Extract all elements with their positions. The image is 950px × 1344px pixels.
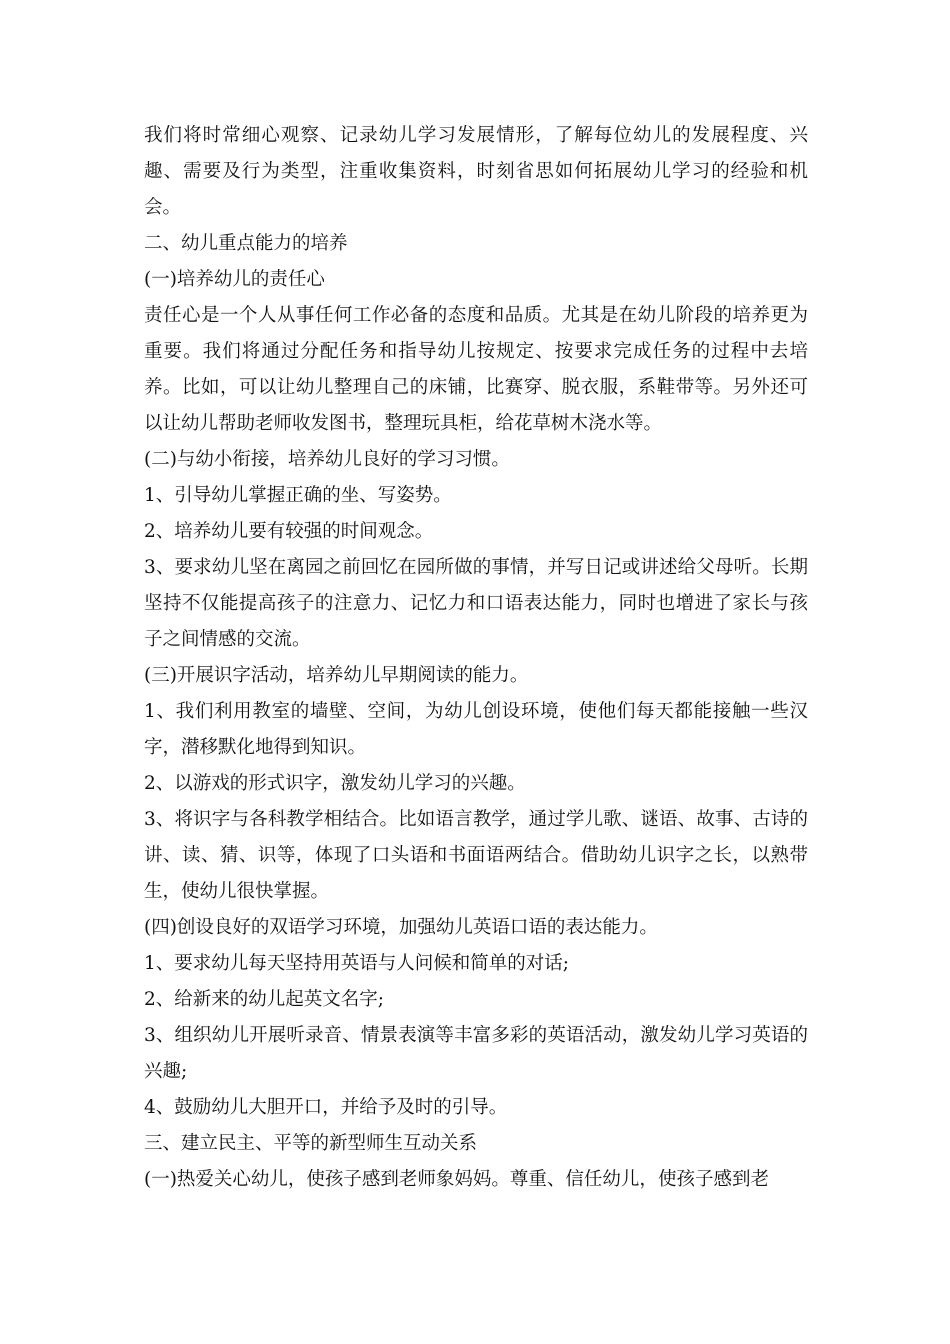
subheading-responsibility: (一)培养幼儿的责任心 <box>144 269 325 290</box>
list-item: 2、培养幼儿要有较强的时间观念。 <box>144 521 434 542</box>
section-heading-3: 三、建立民主、平等的新型师生互动关系 <box>144 1133 478 1154</box>
paragraph-responsibility: 责任心是一个人从事任何工作必备的态度和品质。尤其是在幼儿阶段的培养更为重要。我们将通过分配任务和指导幼儿按规定、按要求完成任务的过程中去培养。比如，可以让幼儿整理自己的床铺，比赛穿、脱衣服，系鞋带等。另外还可以让幼儿帮助老师收发图书，整理玩具柜，给花草树木浇水等。 <box>144 305 808 434</box>
subheading-bilingual: (四)创设良好的双语学习环境，加强幼儿英语口语的表达能力。 <box>144 917 658 938</box>
paragraph-observation: 我们将时常细心观察、记录幼儿学习发展情形，了解每位幼儿的发展程度、兴趣、需要及行为类型，注重收集资料，时刻省思如何拓展幼儿学习的经验和机会。 <box>144 125 808 218</box>
list-item: 1、要求幼儿每天坚持用英语与人问候和简单的对话; <box>144 953 570 974</box>
document-body <box>144 118 808 1198</box>
list-item: 3、要求幼儿坚在离园之前回忆在园所做的事情，并写日记或讲述给父母听。长期坚持不仅能提高孩子的注意力、记忆力和口语表达能力，同时也增进了家长与孩子之间情感的交流。 <box>144 557 808 650</box>
list-item: 1、引导幼儿掌握正确的坐、写姿势。 <box>144 485 452 506</box>
subheading-study-habits: (二)与幼小衔接，培养幼儿良好的学习习惯。 <box>144 449 510 470</box>
list-item: 2、给新来的幼儿起英文名字; <box>144 989 385 1010</box>
list-item: 3、将识字与各科教学相结合。比如语言教学，通过学儿歌、谜语、故事、古诗的讲、读、猜、识等，体现了口头语和书面语两结合。借助幼儿识字之长，以熟带生，使幼儿很快掌握。 <box>144 809 808 902</box>
list-item: 3、组织幼儿开展听录音、情景表演等丰富多彩的英语活动，激发幼儿学习英语的兴趣; <box>144 1025 808 1082</box>
list-item: 1、我们利用教室的墙壁、空间，为幼儿创设环境，使他们每天都能接触一些汉字，潜移默化地得到知识。 <box>144 701 808 758</box>
list-item: 4、鼓励幼儿大胆开口，并给予及时的引导。 <box>144 1097 508 1118</box>
section-heading-2: 二、幼儿重点能力的培养 <box>144 233 348 254</box>
subheading-care: (一)热爱关心幼儿，使孩子感到老师象妈妈。尊重、信任幼儿，使孩子感到老 <box>144 1169 769 1190</box>
subheading-literacy: (三)开展识字活动，培养幼儿早期阅读的能力。 <box>144 665 529 686</box>
list-item: 2、以游戏的形式识字，激发幼儿学习的兴趣。 <box>144 773 526 794</box>
